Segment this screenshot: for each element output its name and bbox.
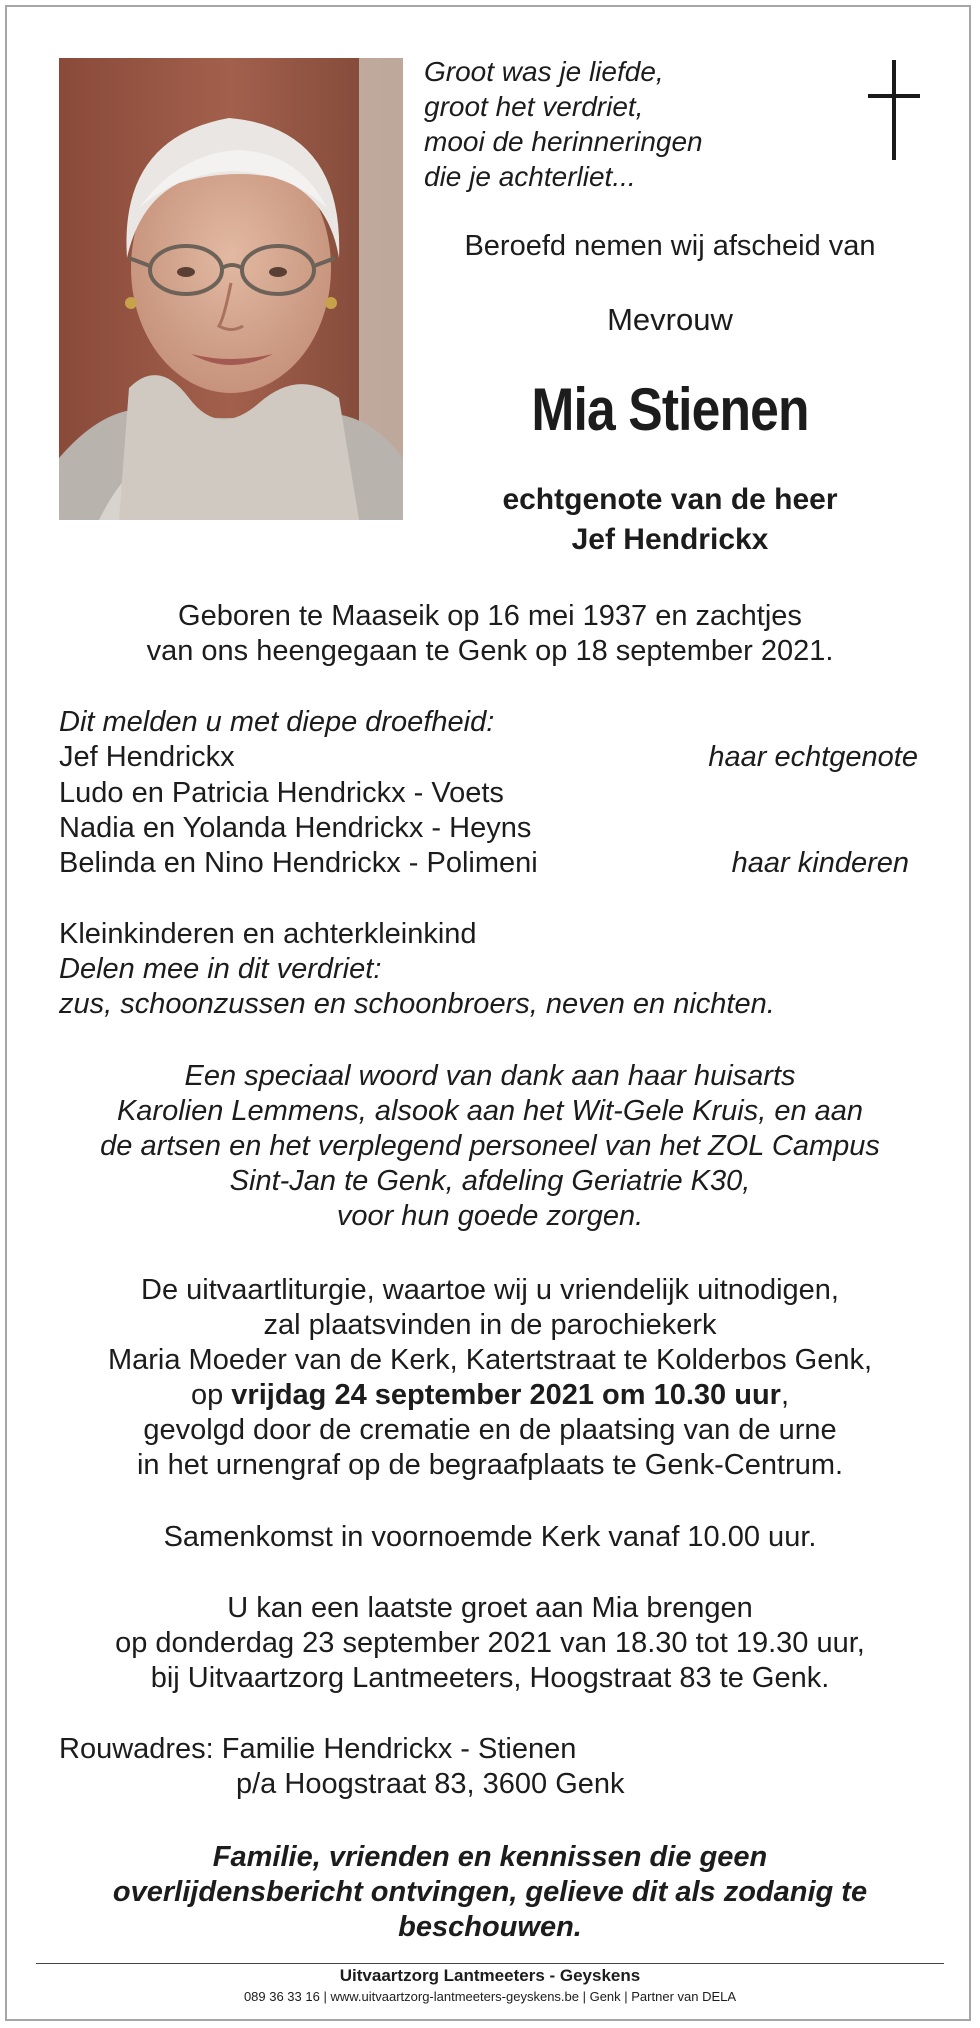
poem-line: die je achterliet...	[424, 161, 636, 192]
mourner-role: haar echtgenote	[708, 741, 918, 773]
death-line: van ons heengegaan te Genk op 18 september 2021.	[146, 635, 834, 667]
funeral-line: Maria Moeder van de Kerk, Katertstraat te Kolderbos Genk,	[107, 1344, 873, 1376]
notice-line: overlijdensbericht ontvingen, gelieve dit als zodanig te	[112, 1876, 868, 1908]
mourning-address: Rouwadres: Familie Hendrickx - Stienen	[59, 1733, 577, 1765]
funeral-date: vrijdag 24 september 2021 om 10.30 uur	[231, 1379, 781, 1411]
notice-line: Familie, vrienden en kennissen die geen	[212, 1841, 768, 1873]
sharing-grief-line: Delen mee in dit verdriet:	[59, 953, 382, 985]
mourning-address-street: p/a Hoogstraat 83, 3600 Genk	[236, 1768, 625, 1800]
funeral-line: in het urnengraf op de begraafplaats te Genk-Centrum.	[136, 1449, 844, 1481]
funeral-home-contact: 089 36 33 16 | www.uitvaartzorg-lantmeeters-geyskens.be | Genk | Partner van DELA	[243, 1989, 737, 2004]
notice-message	[0, 1840, 980, 1945]
portrait-photo	[59, 58, 403, 520]
thanks-line: Sint-Jan te Genk, afdeling Geriatrie K30,	[229, 1165, 751, 1197]
funeral-info	[0, 1273, 980, 1483]
mourner-role: haar kinderen	[731, 847, 909, 879]
memorial-poem	[424, 54, 703, 194]
funeral-home-name: Uitvaartzorg Lantmeeters - Geyskens	[339, 1966, 641, 1985]
thanks-line: voor hun goede zorgen.	[336, 1200, 644, 1232]
visitation-line: op donderdag 23 september 2021 van 18.30 tot 19.30 uur,	[115, 1627, 865, 1659]
deceased-name: Mia Stienen	[531, 376, 809, 443]
funeral-line: gevolgd door de crematie en de plaatsing van de urne	[143, 1414, 837, 1446]
mourner-name: Nadia en Yolanda Hendrickx - Heyns	[59, 812, 532, 844]
thanks-line: Karolien Lemmens, alsook aan het Wit-Gele Kruis, en aan	[116, 1095, 864, 1127]
spouse-info	[420, 480, 920, 560]
thanks-message	[0, 1059, 980, 1234]
grandchildren-line: Kleinkinderen en achterkleinkind	[59, 918, 477, 950]
visitation-line: bij Uitvaartzorg Lantmeeters, Hoogstraat 83 te Genk.	[150, 1662, 830, 1694]
mourners-intro: Dit melden u met diepe droefheid:	[59, 706, 495, 738]
spouse-name: Jef Hendrickx	[571, 523, 769, 556]
mourner-name: Ludo en Patricia Hendrickx - Voets	[59, 777, 504, 809]
farewell-intro: Beroefd nemen wij afscheid van	[464, 230, 876, 262]
funeral-line: De uitvaartliturgie, waartoe wij u vriendelijk uitnodigen,	[141, 1274, 839, 1306]
poem-line: groot het verdriet,	[424, 91, 644, 122]
footer-divider	[36, 1963, 944, 1964]
poem-line: Groot was je liefde,	[424, 56, 664, 87]
funeral-date-line: op vrijdag 24 september 2021 om 10.30 uur,	[190, 1379, 790, 1411]
poem-line: mooi de herinneringen	[424, 126, 703, 157]
visitation-line: U kan een laatste groet aan Mia brengen	[227, 1592, 753, 1624]
mourner-name: Belinda en Nino Hendrickx - Polimeni	[59, 847, 538, 879]
visitation-info	[0, 1591, 980, 1696]
spouse-line: echtgenote van de heer	[502, 483, 838, 516]
thanks-line: Een speciaal woord van dank aan haar huisarts	[184, 1060, 796, 1092]
birth-line: Geboren te Maaseik op 16 mei 1937 en zachtjes	[178, 600, 802, 632]
gathering-info: Samenkomst in voornoemde Kerk vanaf 10.00 uur.	[163, 1521, 817, 1553]
funeral-line: zal plaatsvinden in de parochiekerk	[263, 1309, 717, 1341]
thanks-line: de artsen en het verplegend personeel van het ZOL Campus	[100, 1130, 880, 1162]
honorific: Mevrouw	[607, 302, 733, 337]
mourner-name: Jef Hendrickx	[59, 741, 235, 773]
notice-line: beschouwen.	[398, 1911, 582, 1943]
relatives-line: zus, schoonzussen en schoonbroers, neven en nichten.	[59, 988, 775, 1020]
birth-death-info	[0, 599, 980, 669]
cross-icon	[868, 60, 920, 160]
